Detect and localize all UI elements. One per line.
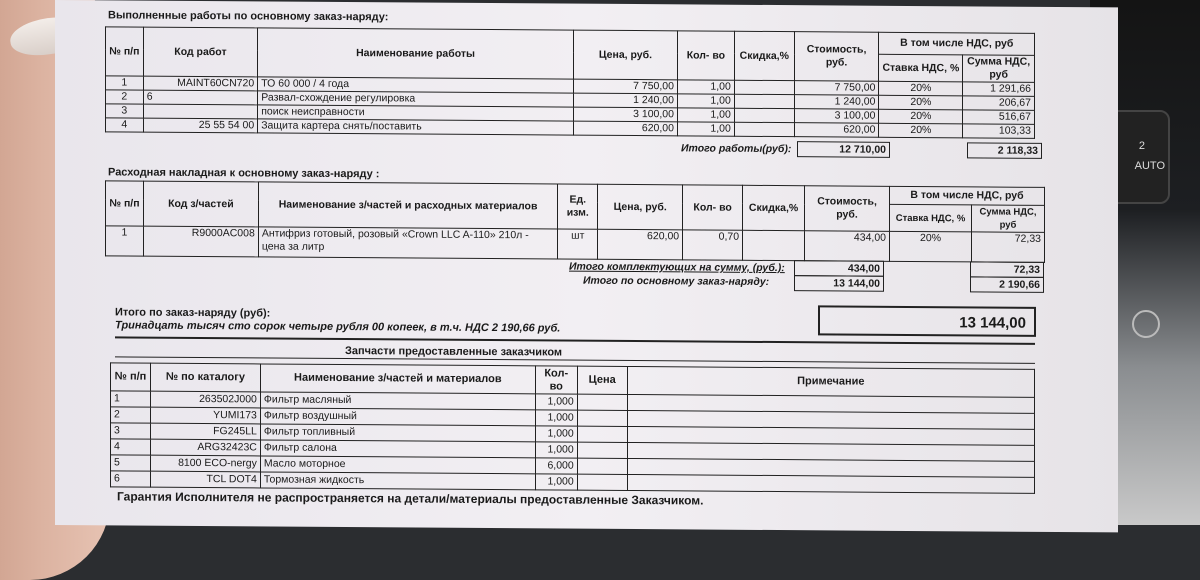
works-header-price: Цена, руб.	[573, 30, 677, 80]
materials-header-cost: Стоимость, руб.	[805, 186, 890, 232]
order-total-cost: 13 144,00	[794, 275, 884, 292]
parts-row-qty: 1,000	[535, 426, 577, 442]
works-row-code: MAINT60CN720	[143, 76, 258, 91]
works-row-code	[143, 104, 258, 119]
works-header-code: Код работ	[143, 27, 258, 77]
works-row-price: 3 100,00	[573, 107, 677, 122]
works-header-vat-group: В том числе НДС, руб	[879, 32, 1035, 55]
parts-row-qty: 1,000	[535, 474, 577, 490]
works-header-vat-sum: Сумма НДС, руб	[963, 55, 1035, 83]
parts-row-catalog: 8100 ECO-nergy	[150, 455, 260, 472]
parts-row-catalog: YUMI173	[150, 407, 260, 424]
works-row-name: поиск неисправности	[258, 105, 574, 121]
works-row-vat-rate: 20%	[879, 95, 963, 110]
parts-row-name: Фильтр топливный	[260, 424, 535, 442]
materials-header-price: Цена, руб.	[598, 184, 683, 230]
parts-row-catalog: 263502J000	[150, 391, 260, 408]
table-row	[106, 226, 1045, 263]
grand-total-amount: 13 144,00	[818, 305, 1036, 337]
works-row-qty: 1,00	[677, 108, 734, 122]
materials-row-vat-rate: 20%	[890, 231, 972, 262]
works-total-label: Итого работы(руб):	[681, 142, 792, 156]
materials-header-discount: Скидка,%	[743, 185, 805, 230]
parts-row-name: Фильтр воздушный	[260, 408, 535, 426]
works-row-num: 2	[106, 90, 144, 104]
materials-header-vat-rate: Ставка НДС, %	[890, 204, 972, 232]
parts-row-name: Фильтр масляный	[260, 392, 535, 410]
works-row-vat-rate: 20%	[879, 81, 963, 96]
works-row-qty: 1,00	[677, 80, 734, 94]
works-total-cost: 12 710,00	[797, 141, 890, 158]
works-header-cost: Стоимость, руб.	[794, 32, 879, 82]
works-row-discount	[734, 80, 794, 94]
materials-row-cost: 434,00	[805, 231, 890, 262]
parts-row-num: 6	[111, 471, 151, 487]
parts-row-num: 1	[111, 391, 151, 407]
materials-header-num: № п/п	[106, 181, 144, 226]
divider	[115, 336, 1035, 344]
works-row-discount	[734, 108, 794, 122]
materials-row-name: Антифриз готовый, розовый «Crown LLC A-110» 210л - цена за литр	[258, 227, 557, 259]
parts-row-num: 3	[111, 423, 151, 439]
works-row-cost: 7 750,00	[794, 81, 879, 96]
parts-row-num: 5	[111, 455, 151, 471]
materials-header-vat-group: В том числе НДС, руб	[890, 186, 1045, 205]
parts-row-name: Тормозная жидкость	[260, 472, 535, 490]
materials-header-vat-sum: Сумма НДС, руб	[972, 205, 1045, 233]
works-row-price: 620,00	[573, 121, 677, 136]
parts-row-num: 4	[111, 439, 151, 455]
speedometer-icon	[1132, 310, 1160, 338]
warranty-note: Гарантия Исполнителя не распространяется на детали/материалы предоставленные Заказчиком.	[117, 489, 704, 508]
materials-total-cost: 434,00	[794, 260, 884, 277]
works-row-cost: 620,00	[794, 123, 879, 138]
works-row-cost: 3 100,00	[794, 109, 879, 124]
materials-header-code: Код з/частей	[143, 181, 258, 227]
works-row-qty: 1,00	[677, 122, 734, 136]
materials-header-name: Наименование з/частей и расходных материалов	[258, 182, 557, 229]
parts-row-price	[577, 426, 627, 442]
parts-row-catalog: ARG32423C	[150, 439, 260, 456]
parts-header-note: Примечание	[627, 366, 1034, 397]
parts-header-catalog: № по каталогу	[150, 363, 260, 392]
parts-row-name: Масло моторное	[260, 456, 535, 474]
works-row-vat-sum: 103,33	[963, 124, 1035, 139]
works-total-vat: 2 118,33	[967, 142, 1042, 159]
works-row-num: 1	[106, 76, 144, 90]
materials-table	[105, 180, 1045, 263]
parts-row-qty: 1,000	[535, 442, 577, 458]
parts-row-name: Фильтр салона	[260, 440, 535, 458]
works-header-vat-rate: Ставка НДС, %	[879, 54, 963, 82]
works-row-code: 25 55 54 00	[143, 118, 258, 133]
parts-header-name: Наименование з/частей и материалов	[260, 364, 535, 394]
lever-number: 2	[1138, 140, 1145, 152]
works-row-vat-sum: 206,67	[963, 96, 1035, 111]
works-row-name: Развал-схождение регулировка	[258, 91, 574, 107]
works-row-vat-rate: 20%	[879, 109, 963, 124]
parts-row-catalog: TCL DOT4	[150, 471, 260, 488]
customer-parts-table	[110, 362, 1035, 493]
materials-row-qty: 0,70	[683, 230, 743, 260]
works-row-vat-sum: 1 291,66	[963, 82, 1035, 97]
works-row-num: 3	[106, 104, 144, 118]
materials-row-unit: шт	[558, 229, 598, 259]
works-title: Выполненные работы по основному заказ-наряду:	[108, 9, 389, 24]
works-header-name: Наименование работы	[258, 28, 574, 79]
works-row-discount	[734, 94, 794, 108]
materials-row-code: R9000AC008	[143, 226, 258, 257]
works-header-discount: Скидка,%	[734, 31, 794, 80]
works-row-price: 7 750,00	[573, 79, 677, 94]
works-row-name: ТО 60 000 / 4 года	[258, 77, 574, 93]
works-row-cost: 1 240,00	[794, 95, 879, 110]
works-header-num: № п/п	[106, 27, 144, 76]
parts-header-qty: Кол- во	[535, 366, 577, 394]
materials-row-num: 1	[106, 226, 144, 256]
works-row-qty: 1,00	[677, 94, 734, 108]
grand-total-words: Тринадцать тысяч сто сорок четыре рубля 00 копеек, в т.ч. НДС 2 190,66 руб.	[115, 319, 561, 335]
order-total-vat: 2 190,66	[970, 276, 1044, 293]
parts-row-num: 2	[111, 407, 151, 423]
parts-row-qty: 1,000	[535, 394, 577, 410]
parts-row-catalog: FG245LL	[150, 423, 260, 440]
works-row-vat-sum: 516,67	[963, 110, 1035, 125]
parts-row-price	[577, 410, 627, 426]
materials-row-vat-sum: 72,33	[972, 232, 1045, 263]
parts-header-price: Цена	[577, 366, 627, 394]
customer-parts-title: Запчасти предоставленные заказчиком	[345, 345, 563, 359]
parts-row-price	[577, 394, 627, 410]
works-row-price: 1 240,00	[573, 93, 677, 108]
parts-row-price	[577, 474, 627, 490]
parts-row-qty: 1,000	[535, 410, 577, 426]
works-row-code: 6	[143, 90, 258, 105]
parts-row-price	[577, 458, 627, 474]
works-header-qty: Кол- во	[677, 31, 734, 80]
materials-total-label: Итого комплектующих на сумму, (руб.):	[569, 260, 785, 275]
parts-row-qty: 6,000	[535, 458, 577, 474]
parts-header-num: № п/п	[111, 363, 151, 391]
works-table	[105, 26, 1035, 138]
works-row-name: Защита картера снять/поставить	[258, 119, 574, 135]
parts-row-price	[577, 442, 627, 458]
works-row-discount	[734, 122, 794, 136]
materials-row-price: 620,00	[598, 229, 683, 260]
grand-total-title: Итого по заказ-наряду (руб):	[115, 306, 271, 320]
document-page	[55, 0, 1118, 532]
order-total-label: Итого по основному заказ-наряду:	[583, 274, 770, 288]
materials-total-vat: 72,33	[970, 261, 1044, 278]
parts-row-note	[627, 474, 1034, 493]
materials-header-qty: Кол- во	[683, 185, 743, 230]
materials-row-discount	[743, 230, 805, 260]
materials-title: Расходная накладная к основному заказ-наряду :	[108, 166, 380, 181]
works-row-num: 4	[106, 118, 144, 132]
lever-label: AUTO	[1134, 160, 1165, 172]
works-row-vat-rate: 20%	[879, 123, 963, 138]
materials-header-unit: Ед. изм.	[558, 184, 598, 229]
